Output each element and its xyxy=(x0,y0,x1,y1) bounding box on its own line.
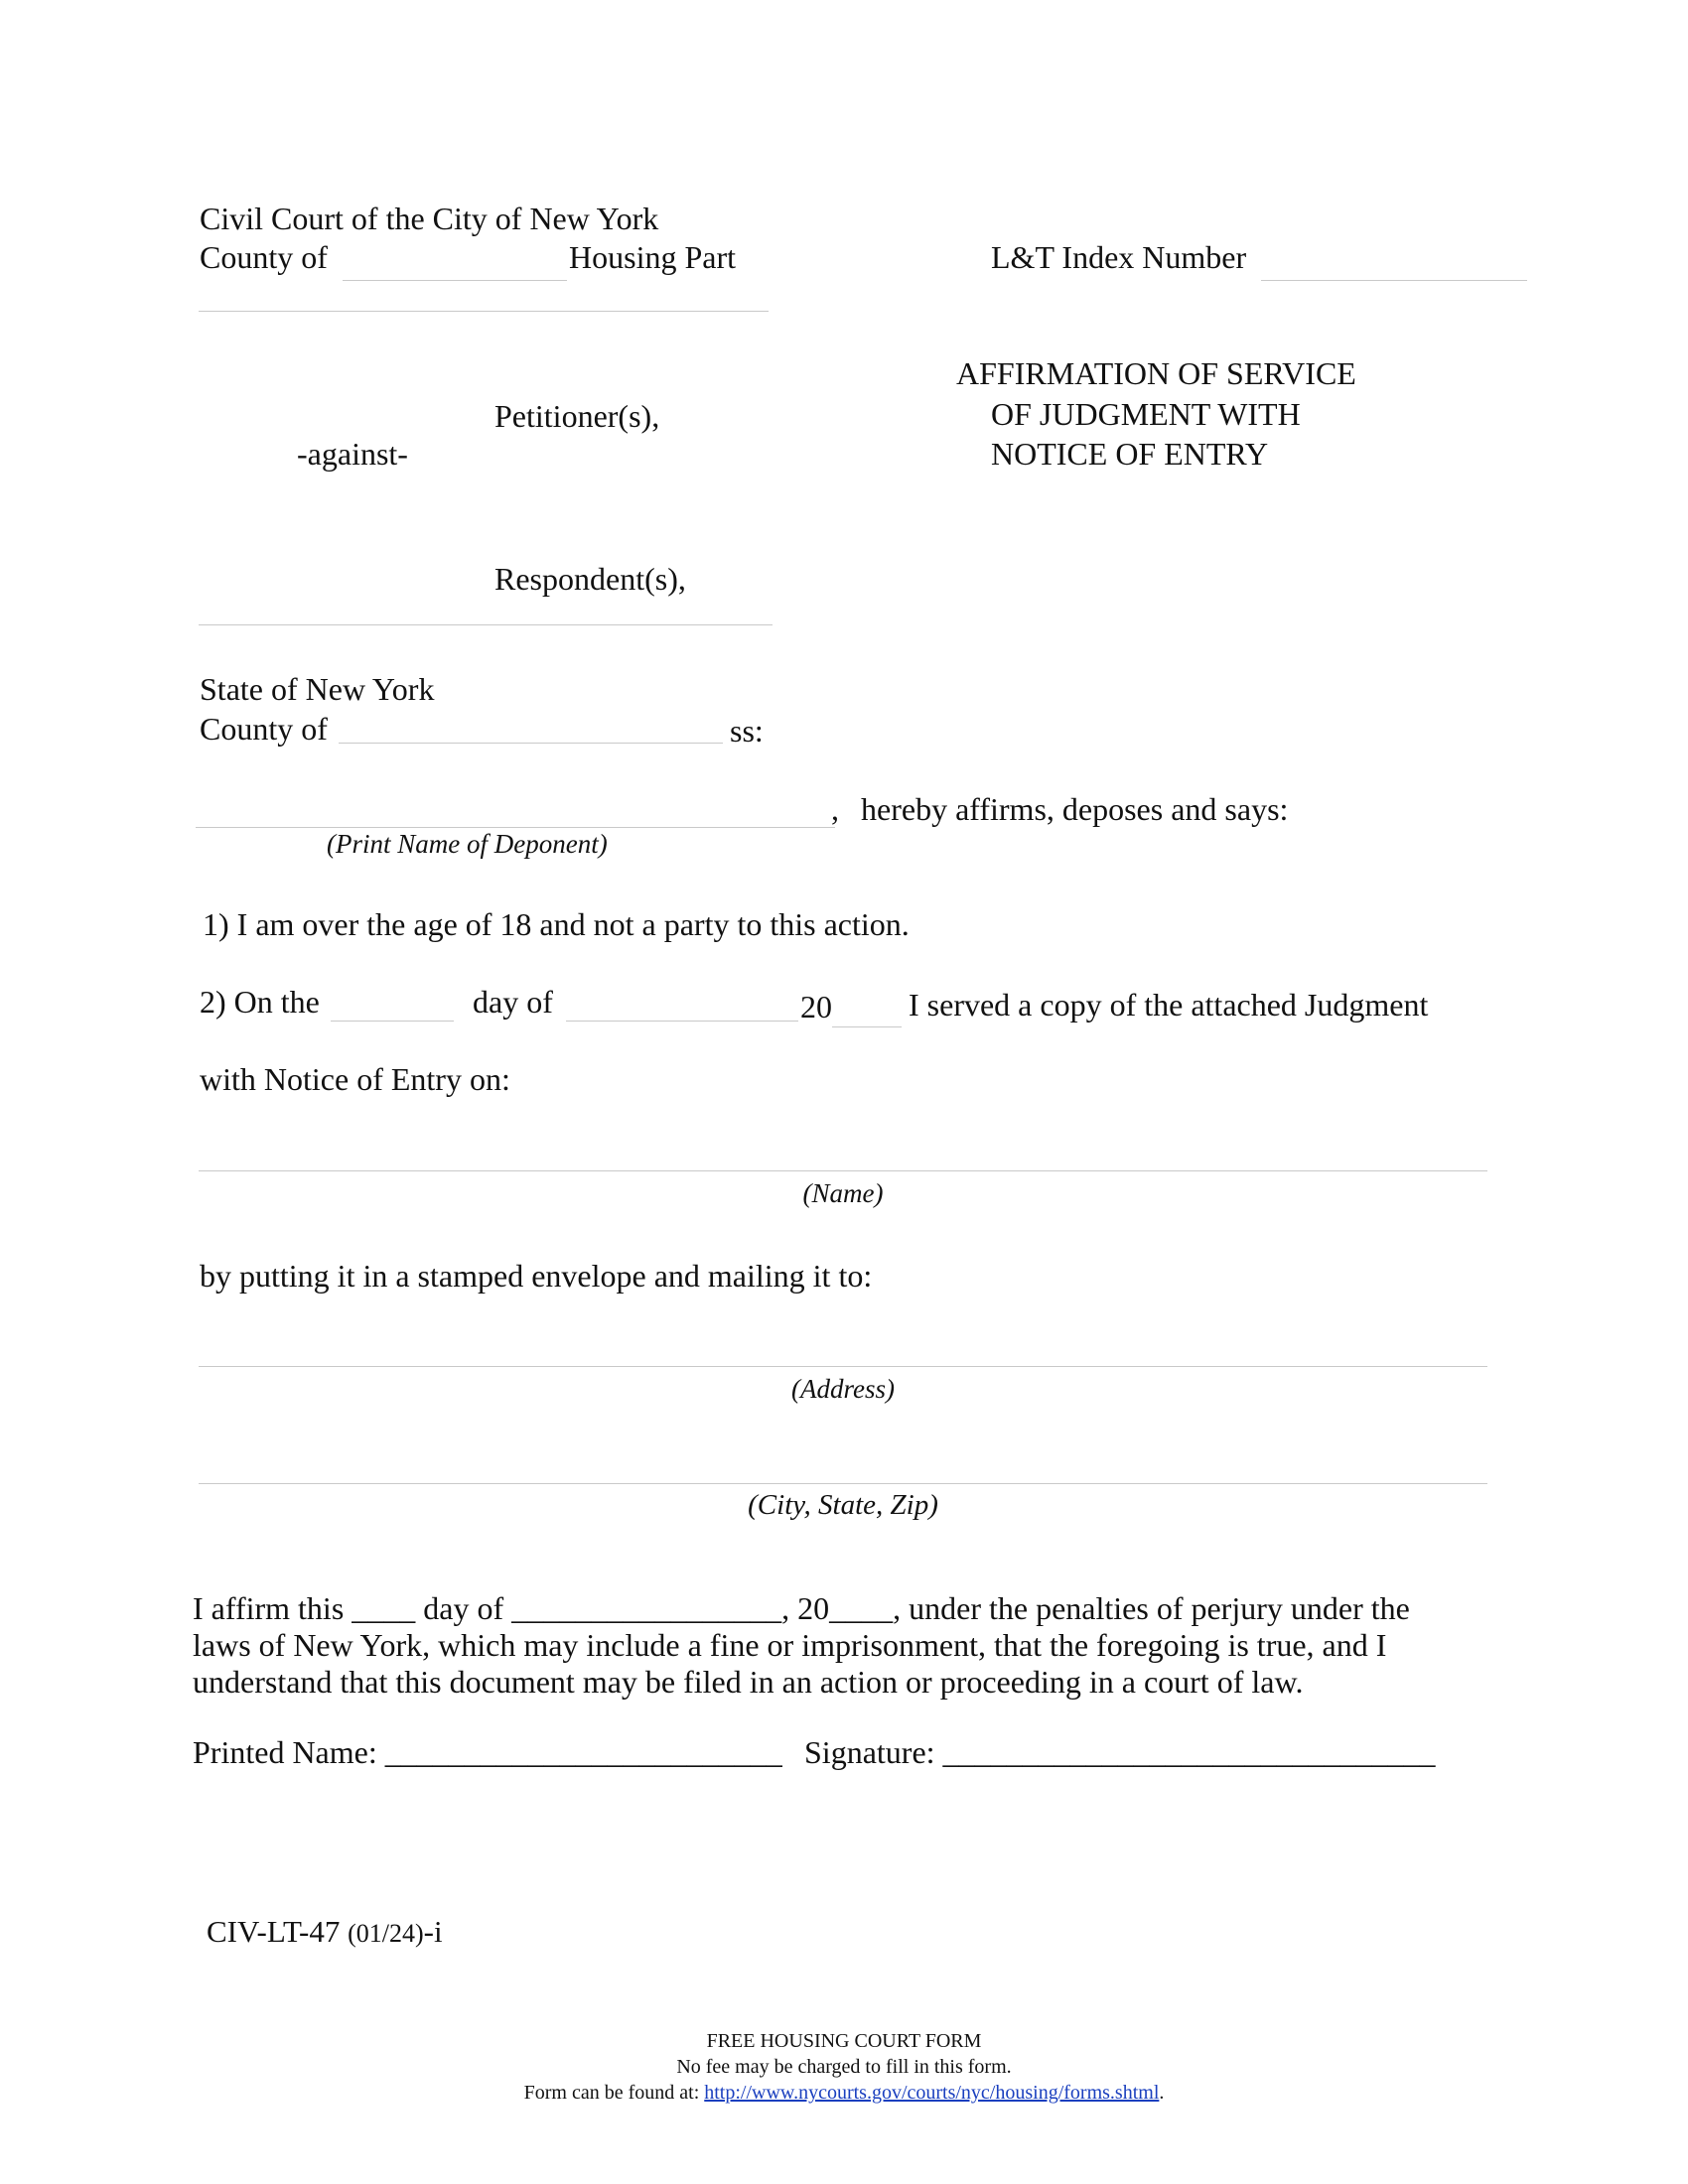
housing-part-label: Housing Part xyxy=(569,239,736,275)
forms-link[interactable]: http://www.nycourts.gov/courts/nyc/housing/forms.shtml xyxy=(704,2082,1160,2104)
service-month-field[interactable] xyxy=(566,1021,798,1022)
footer-url-suffix: . xyxy=(1159,2082,1165,2104)
form-code: CIV-LT-47 xyxy=(207,1914,349,1949)
document-title-line3: NOTICE OF ENTRY xyxy=(991,436,1269,472)
mailing-text: by putting it in a stamped envelope and mailing it to: xyxy=(200,1258,873,1294)
signature-field[interactable]: Signature: _______________________________ xyxy=(804,1734,1436,1770)
respondent-label: Respondent(s), xyxy=(494,561,686,597)
city-state-zip-field[interactable] xyxy=(199,1483,1487,1484)
document-title-line1: AFFIRMATION OF SERVICE xyxy=(956,355,1356,391)
statement-2-on-the: 2) On the xyxy=(200,984,320,1020)
footer-url-prefix: Form can be found at: xyxy=(523,2082,705,2104)
index-number-field[interactable] xyxy=(1261,280,1527,281)
address-caption: (Address) xyxy=(791,1374,895,1404)
venue-county-label: County of xyxy=(200,711,328,747)
caption-bottom-rule xyxy=(199,624,773,625)
document-title-line2: OF JUDGMENT WITH xyxy=(991,396,1301,432)
statement-2-day-of: day of xyxy=(473,984,553,1020)
deponent-comma: , xyxy=(831,791,839,827)
county-label: County of xyxy=(200,239,328,275)
caption-top-rule xyxy=(199,311,769,312)
footer-free-form: FREE HOUSING COURT FORM xyxy=(706,2030,982,2052)
venue-county-field[interactable] xyxy=(339,743,723,744)
affirms-text: hereby affirms, deposes and says: xyxy=(861,791,1289,827)
service-year-field[interactable] xyxy=(832,1026,902,1027)
form-suffix: -i xyxy=(423,1914,443,1949)
affirmation-line-1: I affirm this ____ day of _________________, 20____, under the penalties of perjury under the xyxy=(193,1590,1410,1626)
served-name-field[interactable] xyxy=(199,1170,1487,1171)
statement-2-notice: with Notice of Entry on: xyxy=(200,1061,510,1097)
name-caption: (Name) xyxy=(802,1178,884,1208)
service-day-field[interactable] xyxy=(331,1021,454,1022)
printed-name-field[interactable]: Printed Name: _________________________ xyxy=(193,1734,782,1770)
statement-1: 1) I am over the age of 18 and not a party to this action. xyxy=(203,906,910,942)
court-name: Civil Court of the City of New York xyxy=(200,201,659,236)
form-date: (01/24) xyxy=(348,1919,424,1948)
city-state-zip-caption: (City, State, Zip) xyxy=(748,1489,938,1521)
footer-url-line xyxy=(348,2080,1340,2106)
venue-state: State of New York xyxy=(200,671,435,707)
statement-2-served: I served a copy of the attached Judgment xyxy=(909,987,1429,1023)
statement-2-year-prefix: 20 xyxy=(800,989,832,1024)
affirmation-line-3: understand that this document may be filed in an action or proceeding in a court of law. xyxy=(193,1664,1304,1700)
against-label: -against- xyxy=(297,436,408,472)
affirmation-line-2: laws of New York, which may include a fine or imprisonment, that the foregoing is true, and I xyxy=(193,1627,1387,1663)
county-field[interactable] xyxy=(343,280,567,281)
index-number-label: L&T Index Number xyxy=(991,239,1247,275)
form-id xyxy=(207,1913,443,1952)
deponent-name-caption: (Print Name of Deponent) xyxy=(327,829,608,859)
footer-no-fee: No fee may be charged to fill in this form. xyxy=(676,2056,1012,2078)
petitioner-label: Petitioner(s), xyxy=(494,398,660,434)
venue-ss: ss: xyxy=(730,713,764,749)
address-field[interactable] xyxy=(199,1366,1487,1367)
